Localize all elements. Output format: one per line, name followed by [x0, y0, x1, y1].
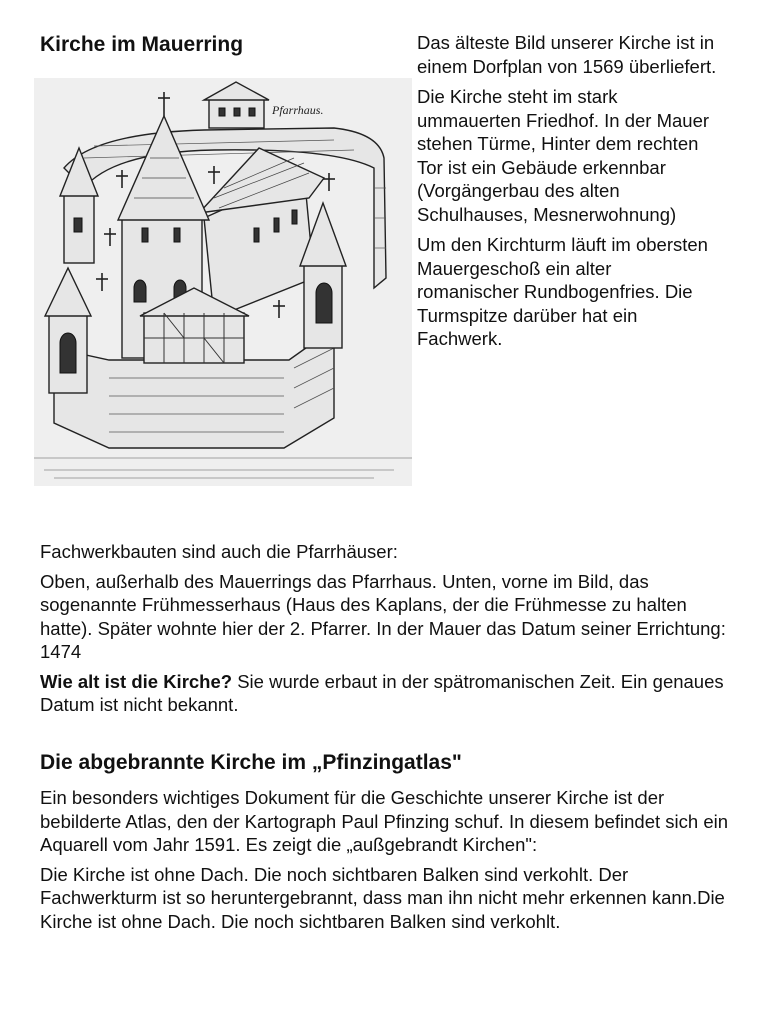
paragraph-wie-alt [40, 670, 740, 717]
paragraph-fachwerkbauten: Fachwerkbauten sind auch die Pfarrhäuser: [40, 541, 398, 562]
side-text [417, 31, 717, 358]
section-title-abgebrannte-kirche: Die abgebrannte Kirche im „Pfinzingatlas" [40, 751, 462, 774]
paragraph-ohne-dach: Die Kirche ist ohne Dach. Die noch sichtbaren Balken sind verkohlt. Der Fachwerkturm ist so heruntergebrannt, dass man ihn nicht mehr erkennen kann.Die Kirche ist ohne Dach. Die noch sichtbaren Balken sind verkohlt. [40, 863, 725, 932]
body-section-1 [40, 540, 740, 723]
drawing-caption-pfarrhaus: Pfarrhaus. [272, 103, 324, 117]
side-paragraph-3: Um den Kirchturm läuft im obersten Mauergeschoß ein alter romanischer Rundbogenfries. Die Turmspitze darüber hat ein Fachwerk. [417, 234, 708, 349]
church-drawing-1569 [34, 78, 412, 486]
answer-wie-alt: Sie wurde erbaut in der spätromanischen Zeit. Ein genaues Datum ist nicht bekannt. [40, 670, 724, 715]
section-title-kirche-im-mauerring: Kirche im Mauerring [40, 33, 244, 56]
side-paragraph-2: Die Kirche steht im stark ummauerten Friedhof. In der Mauer stehen Türme, Hinter dem rechten Tor ist ein Gebäude erkennbar (Vorgängerbau des alten Schulhauses, Mesnerwohnung) [417, 86, 710, 225]
question-wie-alt: Wie alt ist die Kirche? [40, 670, 233, 692]
paragraph-pfarrhaus: Oben, außerhalb des Mauerrings das Pfarrhaus. Unten, vorne im Bild, das sogenannte Frühmesserhaus (Haus des Kaplans, der die Frühmesse zu halten hatte). Später wohnte hier der 2. Pfarrer. In der Mauer das Datum seiner Errichtung: 1474 [40, 570, 726, 662]
side-paragraph-1: Das älteste Bild unserer Kirche ist in einem Dorfplan von 1569 überliefert. [417, 32, 717, 77]
church-drawing-svg [34, 78, 412, 486]
body-section-2 [40, 786, 740, 939]
paragraph-pfinzing-atlas: Ein besonders wichtiges Dokument für die Geschichte unserer Kirche ist der bebilderte Atlas, den der Kartograph Paul Pfinzing schuf. In diesem befindet sich ein Aquarell vom Jahr 1591. Es zeigt die „außgebrandt Kirchen": [40, 787, 729, 855]
